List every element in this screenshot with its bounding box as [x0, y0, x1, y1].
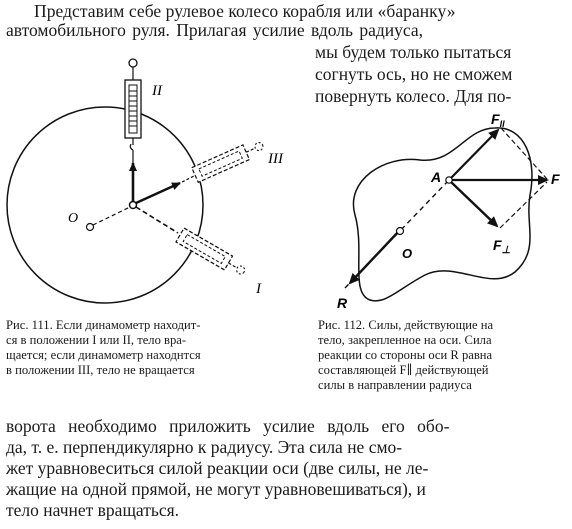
- force-arrow-III: [136, 183, 180, 203]
- caption-fig111-line-4: в положении III, тело не вращается: [6, 363, 195, 377]
- force-line-I: [136, 207, 178, 233]
- label-F: F: [551, 171, 560, 187]
- paragraph-bottom-line-3: жет уравновеситься силой реакции оси (две силы, не ле-: [6, 458, 429, 478]
- paragraph-line-3: мы будем только пытаться: [315, 42, 512, 62]
- dynamometer-III: [192, 138, 266, 183]
- label-position-III: III: [268, 151, 283, 167]
- wheel-circle: [7, 107, 203, 303]
- label-position-I: I: [256, 281, 261, 297]
- caption-fig112-line-5: силы в направлении радиуса: [318, 378, 472, 392]
- paragraph-line-5: повернуть колесо. Для по-: [315, 86, 512, 106]
- force-F-perpendicular: [451, 182, 497, 226]
- figure-111: [0, 55, 300, 315]
- rigid-body-outline: [353, 128, 532, 301]
- axis-point-O: [397, 228, 404, 235]
- caption-fig111-line-1: Рис. 111. Если динамометр находит-: [6, 318, 201, 332]
- paragraph-bottom-line-1: ворота необходимо приложить усилие вдоль его обо-: [6, 416, 450, 436]
- caption-fig111-line-3: щается; если динамометр находнтся: [6, 348, 201, 362]
- caption-fig112-line-3: реакции со стороны оси R равна: [318, 348, 493, 362]
- figure-112: [325, 100, 565, 320]
- paragraph-bottom-line-5: тело начнет вращаться.: [6, 500, 180, 520]
- label-F-parallel: $F_{II}$: [491, 111, 505, 129]
- force-F-parallel: [451, 130, 498, 178]
- label-A: A: [431, 169, 442, 185]
- caption-fig111-line-2: ся в положении I или II, тело вра-: [6, 333, 187, 347]
- dynamometer-II: [125, 59, 141, 145]
- wheel-axle-point: [130, 202, 137, 209]
- label-O-112: O: [402, 246, 413, 261]
- paragraph-bottom-line-2: да, т. е. перпендикулярно к радиусу. Эта сила не смо-: [6, 437, 403, 457]
- paragraph-line-1: Представим себе рулевое колесо корабля или «баранку»: [34, 1, 456, 21]
- paragraph-bottom-line-4: жащие на одной прямой, не могут уравновешиваться), и: [6, 479, 426, 499]
- label-F-perpendicular: $F_\perp$: [493, 237, 511, 256]
- label-position-II: II: [152, 83, 162, 99]
- caption-fig112-line-4: составляющей F∥ действующей: [318, 363, 489, 377]
- reaction-force-R: [350, 230, 400, 283]
- caption-fig112-line-1: Рис. 112. Силы, действующие на: [318, 318, 494, 332]
- paragraph-line-4: согнуть ось, но не сможем: [315, 64, 513, 84]
- paragraph-line-2: автомобильного руля. Прилагая усилие вдоль радиуса,: [6, 20, 423, 40]
- dynamometer-I: [176, 228, 248, 279]
- label-R: R: [337, 295, 348, 311]
- caption-fig112-line-2: тело, закрепленное на оси. Сила: [318, 333, 492, 347]
- label-O: O: [68, 211, 79, 226]
- point-O-marker: [87, 224, 94, 231]
